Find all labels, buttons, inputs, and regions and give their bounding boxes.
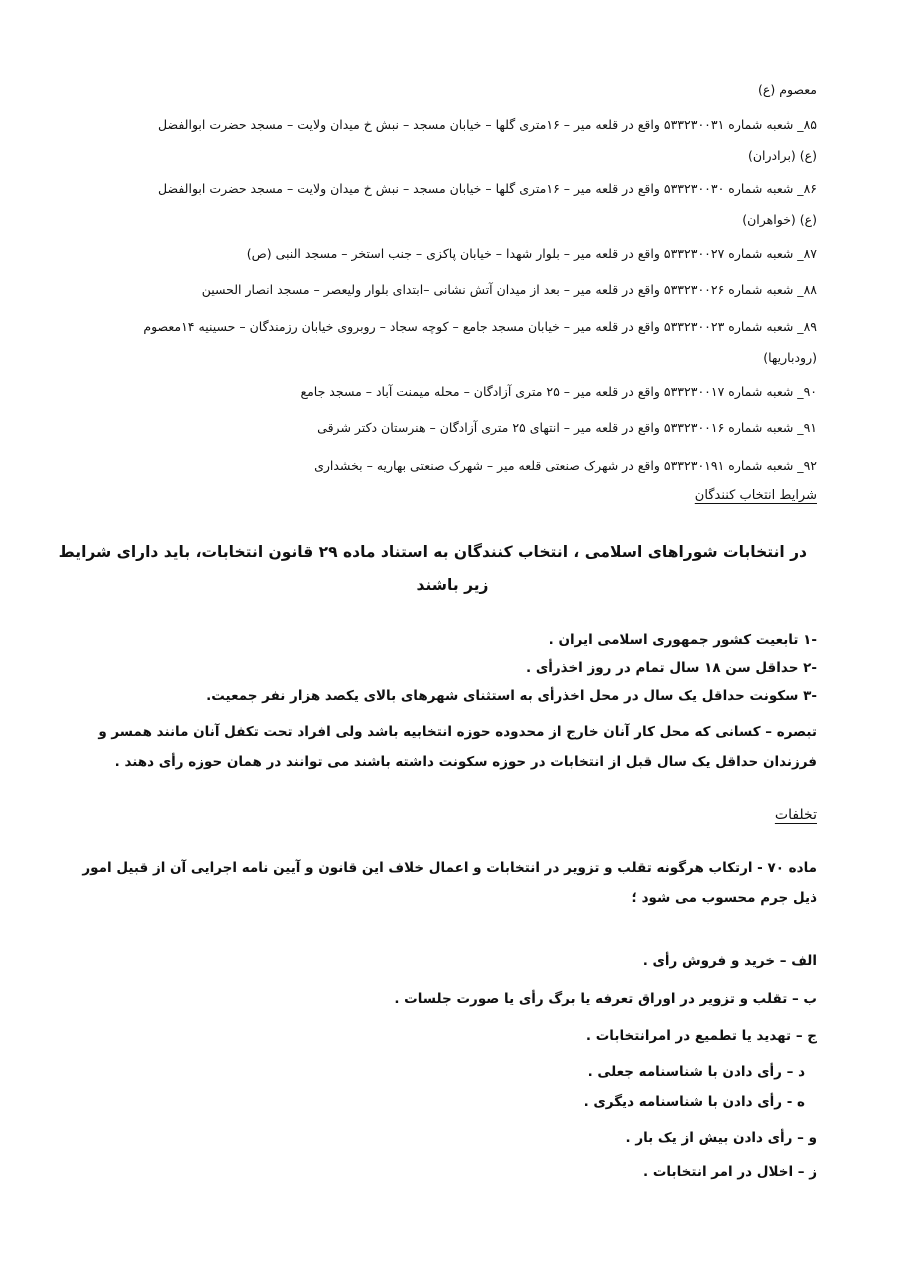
violation-item: الف – خرید و فروش رأی . [642, 953, 817, 969]
violations-heading: تخلفات [774, 807, 817, 823]
conditions-intro-line2: زیر باشند [416, 576, 489, 594]
branch-85-line1: ۸۵_ شعبه شماره ۵۳۳۲۳۰۰۳۱ واقع در قلعه میر – ۱۶متری گلها – خیابان مسجد – نبش خ میدان ولایت – مسجد حضرت ابوالفضل [158, 117, 817, 132]
branch-88: ۸۸_ شعبه شماره ۵۳۳۲۳۰۰۲۶ واقع در قلعه میر – بعد از میدان آتش نشانی –ابتدای بلوار ولیعصر – مسجد انصار الحسین [201, 282, 817, 297]
condition-2: -۲ حداقل سن ۱۸ سال تمام در روز اخذرأی . [526, 660, 817, 676]
branch-87: ۸۷_ شعبه شماره ۵۳۳۲۳۰۰۲۷ واقع در قلعه میر – بلوار شهدا – خیابان پاکزی – جنب استخر – مسجد النبی (ص) [246, 246, 817, 261]
violation-item: ه - رأی دادن با شناسنامه دیگری . [583, 1094, 805, 1110]
branch-fragment: معصوم (ع) [758, 82, 817, 97]
branch-91: ۹۱_ شعبه شماره ۵۳۳۲۳۰۰۱۶ واقع در قلعه میر – انتهای ۲۵ متری آزادگان – هنرستان دکتر شرقی [317, 420, 817, 435]
branch-89-line1: ۸۹_ شعبه شماره ۵۳۳۲۳۰۰۲۳ واقع در قلعه میر – خیابان مسجد جامع – کوچه سجاد – روبروی خیابان رزمندگان – حسینیه ۱۴معصوم [143, 319, 817, 334]
violation-item: ز – اخلال در امر انتخابات . [643, 1164, 817, 1180]
conditions-heading: شرایط انتخاب کنندگان [694, 488, 817, 503]
article-70-line2: ذیل جرم محسوب می شود ؛ [631, 890, 817, 906]
condition-note-line2: فرزندان حداقل یک سال قبل از انتخابات در حوزه سکونت داشته باشند می توانند در همان حوزه رأی دهند . [114, 754, 817, 770]
violation-item: د – رأی دادن با شناسنامه جعلی . [587, 1064, 805, 1080]
condition-1: -۱ تابعیت کشور جمهوری اسلامی ایران . [548, 632, 817, 648]
article-70-line1: ماده ۷۰ - ارتکاب هرگونه تقلب و تزویر در انتخابات و اعمال خلاف این قانون و آیین نامه اجرایی آن از قبیل امور [82, 860, 817, 876]
condition-note-line1: تبصره – کسانی که محل کار آنان خارج از محدوده حوزه انتخابیه باشد ولی افراد تحت تکفل آنان مانند همسر و [98, 724, 817, 740]
conditions-intro-line1: در انتخابات شوراهای اسلامی ، انتخاب کنندگان به استناد ماده ۲۹ قانون انتخابات، باید دارای شرایط [58, 543, 807, 561]
branch-86-line2: (ع) (خواهران) [742, 212, 817, 227]
branch-85-line2: (ع) (برادران) [747, 148, 817, 163]
branch-92: ۹۲_ شعبه شماره ۵۳۳۲۳۰۱۹۱ واقع در شهرک صنعتی قلعه میر – شهرک صنعتی بهاریه – بخشداری [314, 458, 817, 473]
violation-item: ب – تقلب و تزویر در اوراق تعرفه یا برگ رأی یا صورت جلسات . [394, 991, 817, 1007]
branch-86-line1: ۸۶_ شعبه شماره ۵۳۳۲۳۰۰۳۰ واقع در قلعه میر – ۱۶متری گلها – خیابان مسجد – نبش خ میدان ولایت – مسجد حضرت ابوالفضل [158, 181, 817, 196]
branch-89-line2: (رودباریها) [763, 350, 817, 365]
violation-item: و – رأی دادن بیش از یک بار . [625, 1130, 817, 1146]
condition-3: -۳ سکونت حداقل یک سال در محل اخذرأی به استثنای شهرهای بالای یکصد هزار نفر جمعیت. [206, 688, 817, 704]
branch-90: ۹۰_ شعبه شماره ۵۳۳۲۳۰۰۱۷ واقع در قلعه میر – ۲۵ متری آزادگان – محله میمنت آباد – مسجد جامع [300, 384, 817, 399]
violation-item: ج – تهدید یا تطمیع در امرانتخابات . [585, 1028, 817, 1044]
